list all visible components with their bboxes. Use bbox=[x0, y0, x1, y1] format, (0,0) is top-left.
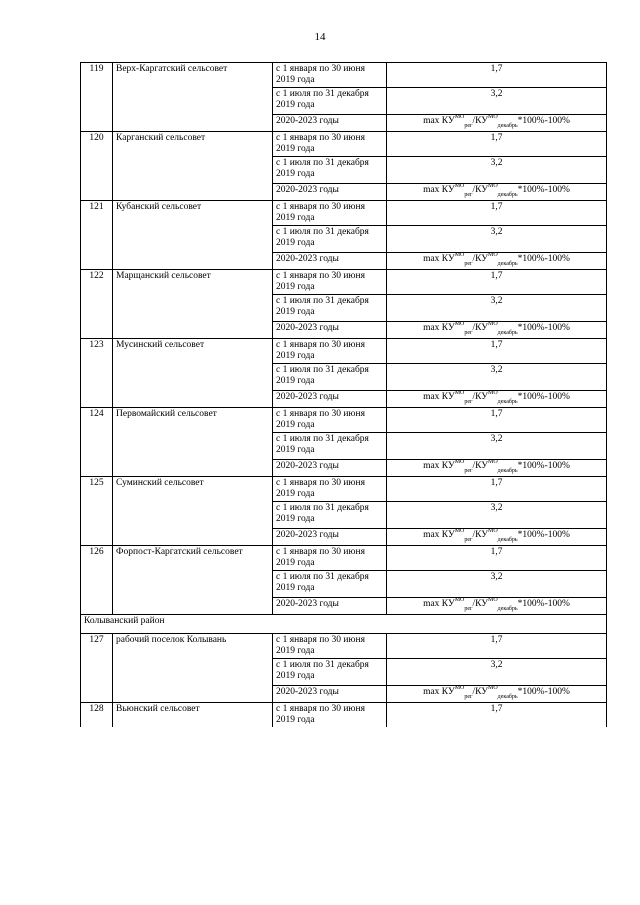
period-years: 2020-2023 годы bbox=[273, 322, 387, 339]
value-formula: $\max КУ^{МО}_{рег}/КУ^{МО}_{декабрь}*100\%-100\%$ bbox=[387, 115, 607, 132]
period-first-half: с 1 января по 30 июня 2019 года bbox=[273, 408, 387, 433]
value-first-half: 1,7 bbox=[387, 339, 607, 364]
row-number: 125 bbox=[81, 477, 113, 546]
settlement-name: Вьюнский сельсовет bbox=[113, 703, 273, 728]
value-first-half: 1,7 bbox=[387, 63, 607, 88]
value-second-half: 3,2 bbox=[387, 433, 607, 460]
period-first-half: с 1 января по 30 июня 2019 года bbox=[273, 270, 387, 295]
value-formula: $\max КУ^{МО}_{рег}/КУ^{МО}_{декабрь}*100\%-100\%$ bbox=[387, 184, 607, 201]
period-second-half: с 1 июля по 31 декабря 2019 года bbox=[273, 502, 387, 529]
settlement-name: Верх-Каргатский сельсовет bbox=[113, 63, 273, 132]
row-number: 122 bbox=[81, 270, 113, 339]
table-row bbox=[81, 270, 607, 295]
value-formula: $\max КУ^{МО}_{рег}/КУ^{МО}_{декабрь}*100\%-100\%$ bbox=[387, 253, 607, 270]
row-number: 120 bbox=[81, 132, 113, 201]
period-first-half: с 1 января по 30 июня 2019 года bbox=[273, 339, 387, 364]
value-second-half: 3,2 bbox=[387, 571, 607, 598]
period-second-half: с 1 июля по 31 декабря 2019 года bbox=[273, 295, 387, 322]
table-row bbox=[81, 546, 607, 571]
period-years: 2020-2023 годы bbox=[273, 253, 387, 270]
settlement-name: Марщанский сельсовет bbox=[113, 270, 273, 339]
value-second-half: 3,2 bbox=[387, 502, 607, 529]
row-number: 123 bbox=[81, 339, 113, 408]
table-row bbox=[81, 201, 607, 226]
period-second-half: с 1 июля по 31 декабря 2019 года bbox=[273, 157, 387, 184]
district-heading: Колыванский район bbox=[81, 615, 607, 634]
row-number: 124 bbox=[81, 408, 113, 477]
period-first-half: с 1 января по 30 июня 2019 года bbox=[273, 477, 387, 502]
value-formula: $\max КУ^{МО}_{рег}/КУ^{МО}_{декабрь}*100\%-100\%$ bbox=[387, 686, 607, 703]
settlement-name: Суминский сельсовет bbox=[113, 477, 273, 546]
period-years: 2020-2023 годы bbox=[273, 460, 387, 477]
value-formula: $\max КУ^{МО}_{рег}/КУ^{МО}_{декабрь}*100\%-100\%$ bbox=[387, 598, 607, 615]
period-years: 2020-2023 годы bbox=[273, 391, 387, 408]
period-first-half: с 1 января по 30 июня 2019 года bbox=[273, 201, 387, 226]
period-years: 2020-2023 годы bbox=[273, 529, 387, 546]
table-row bbox=[81, 634, 607, 659]
period-second-half: с 1 июля по 31 декабря 2019 года bbox=[273, 433, 387, 460]
period-first-half: с 1 января по 30 июня 2019 года bbox=[273, 703, 387, 728]
period-first-half: с 1 января по 30 июня 2019 года bbox=[273, 132, 387, 157]
table-body bbox=[81, 63, 607, 728]
settlement-name: рабочий поселок Колывань bbox=[113, 634, 273, 703]
settlement-name: Карганский сельсовет bbox=[113, 132, 273, 201]
value-formula: $\max КУ^{МО}_{рег}/КУ^{МО}_{декабрь}*100\%-100\%$ bbox=[387, 322, 607, 339]
value-first-half: 1,7 bbox=[387, 546, 607, 571]
value-first-half: 1,7 bbox=[387, 201, 607, 226]
value-formula: $\max КУ^{МО}_{рег}/КУ^{МО}_{декабрь}*100\%-100\%$ bbox=[387, 460, 607, 477]
table-row bbox=[81, 63, 607, 88]
value-first-half: 1,7 bbox=[387, 132, 607, 157]
value-second-half: 3,2 bbox=[387, 364, 607, 391]
value-formula: $\max КУ^{МО}_{рег}/КУ^{МО}_{декабрь}*100\%-100\%$ bbox=[387, 529, 607, 546]
row-number: 127 bbox=[81, 634, 113, 703]
value-second-half: 3,2 bbox=[387, 295, 607, 322]
period-second-half: с 1 июля по 31 декабря 2019 года bbox=[273, 659, 387, 686]
table-row bbox=[81, 132, 607, 157]
period-years: 2020-2023 годы bbox=[273, 598, 387, 615]
settlement-name: Форпост-Каргатский сельсовет bbox=[113, 546, 273, 615]
value-formula: $\max КУ^{МО}_{рег}/КУ^{МО}_{декабрь}*100\%-100\%$ bbox=[387, 391, 607, 408]
value-second-half: 3,2 bbox=[387, 226, 607, 253]
period-years: 2020-2023 годы bbox=[273, 686, 387, 703]
value-second-half: 3,2 bbox=[387, 659, 607, 686]
table-row bbox=[81, 703, 607, 728]
page-number: 14 bbox=[314, 31, 326, 43]
table-row bbox=[81, 408, 607, 433]
period-second-half: с 1 июля по 31 декабря 2019 года bbox=[273, 226, 387, 253]
table-row bbox=[81, 339, 607, 364]
row-number: 126 bbox=[81, 546, 113, 615]
period-first-half: с 1 января по 30 июня 2019 года bbox=[273, 63, 387, 88]
table-row bbox=[81, 477, 607, 502]
row-number: 119 bbox=[81, 63, 113, 132]
table-row bbox=[81, 615, 607, 634]
tariff-table bbox=[80, 62, 607, 727]
period-first-half: с 1 января по 30 июня 2019 года bbox=[273, 634, 387, 659]
value-first-half: 1,7 bbox=[387, 477, 607, 502]
value-second-half: 3,2 bbox=[387, 88, 607, 115]
period-first-half: с 1 января по 30 июня 2019 года bbox=[273, 546, 387, 571]
value-first-half: 1,7 bbox=[387, 270, 607, 295]
period-second-half: с 1 июля по 31 декабря 2019 года bbox=[273, 364, 387, 391]
row-number: 121 bbox=[81, 201, 113, 270]
row-number: 128 bbox=[81, 703, 113, 728]
settlement-name: Первомайский сельсовет bbox=[113, 408, 273, 477]
settlement-name: Кубанский сельсовет bbox=[113, 201, 273, 270]
settlement-name: Мусинский сельсовет bbox=[113, 339, 273, 408]
value-first-half: 1,7 bbox=[387, 408, 607, 433]
value-first-half: 1,7 bbox=[387, 634, 607, 659]
value-first-half: 1,7 bbox=[387, 703, 607, 728]
period-second-half: с 1 июля по 31 декабря 2019 года bbox=[273, 88, 387, 115]
value-second-half: 3,2 bbox=[387, 157, 607, 184]
period-years: 2020-2023 годы bbox=[273, 115, 387, 132]
period-years: 2020-2023 годы bbox=[273, 184, 387, 201]
period-second-half: с 1 июля по 31 декабря 2019 года bbox=[273, 571, 387, 598]
